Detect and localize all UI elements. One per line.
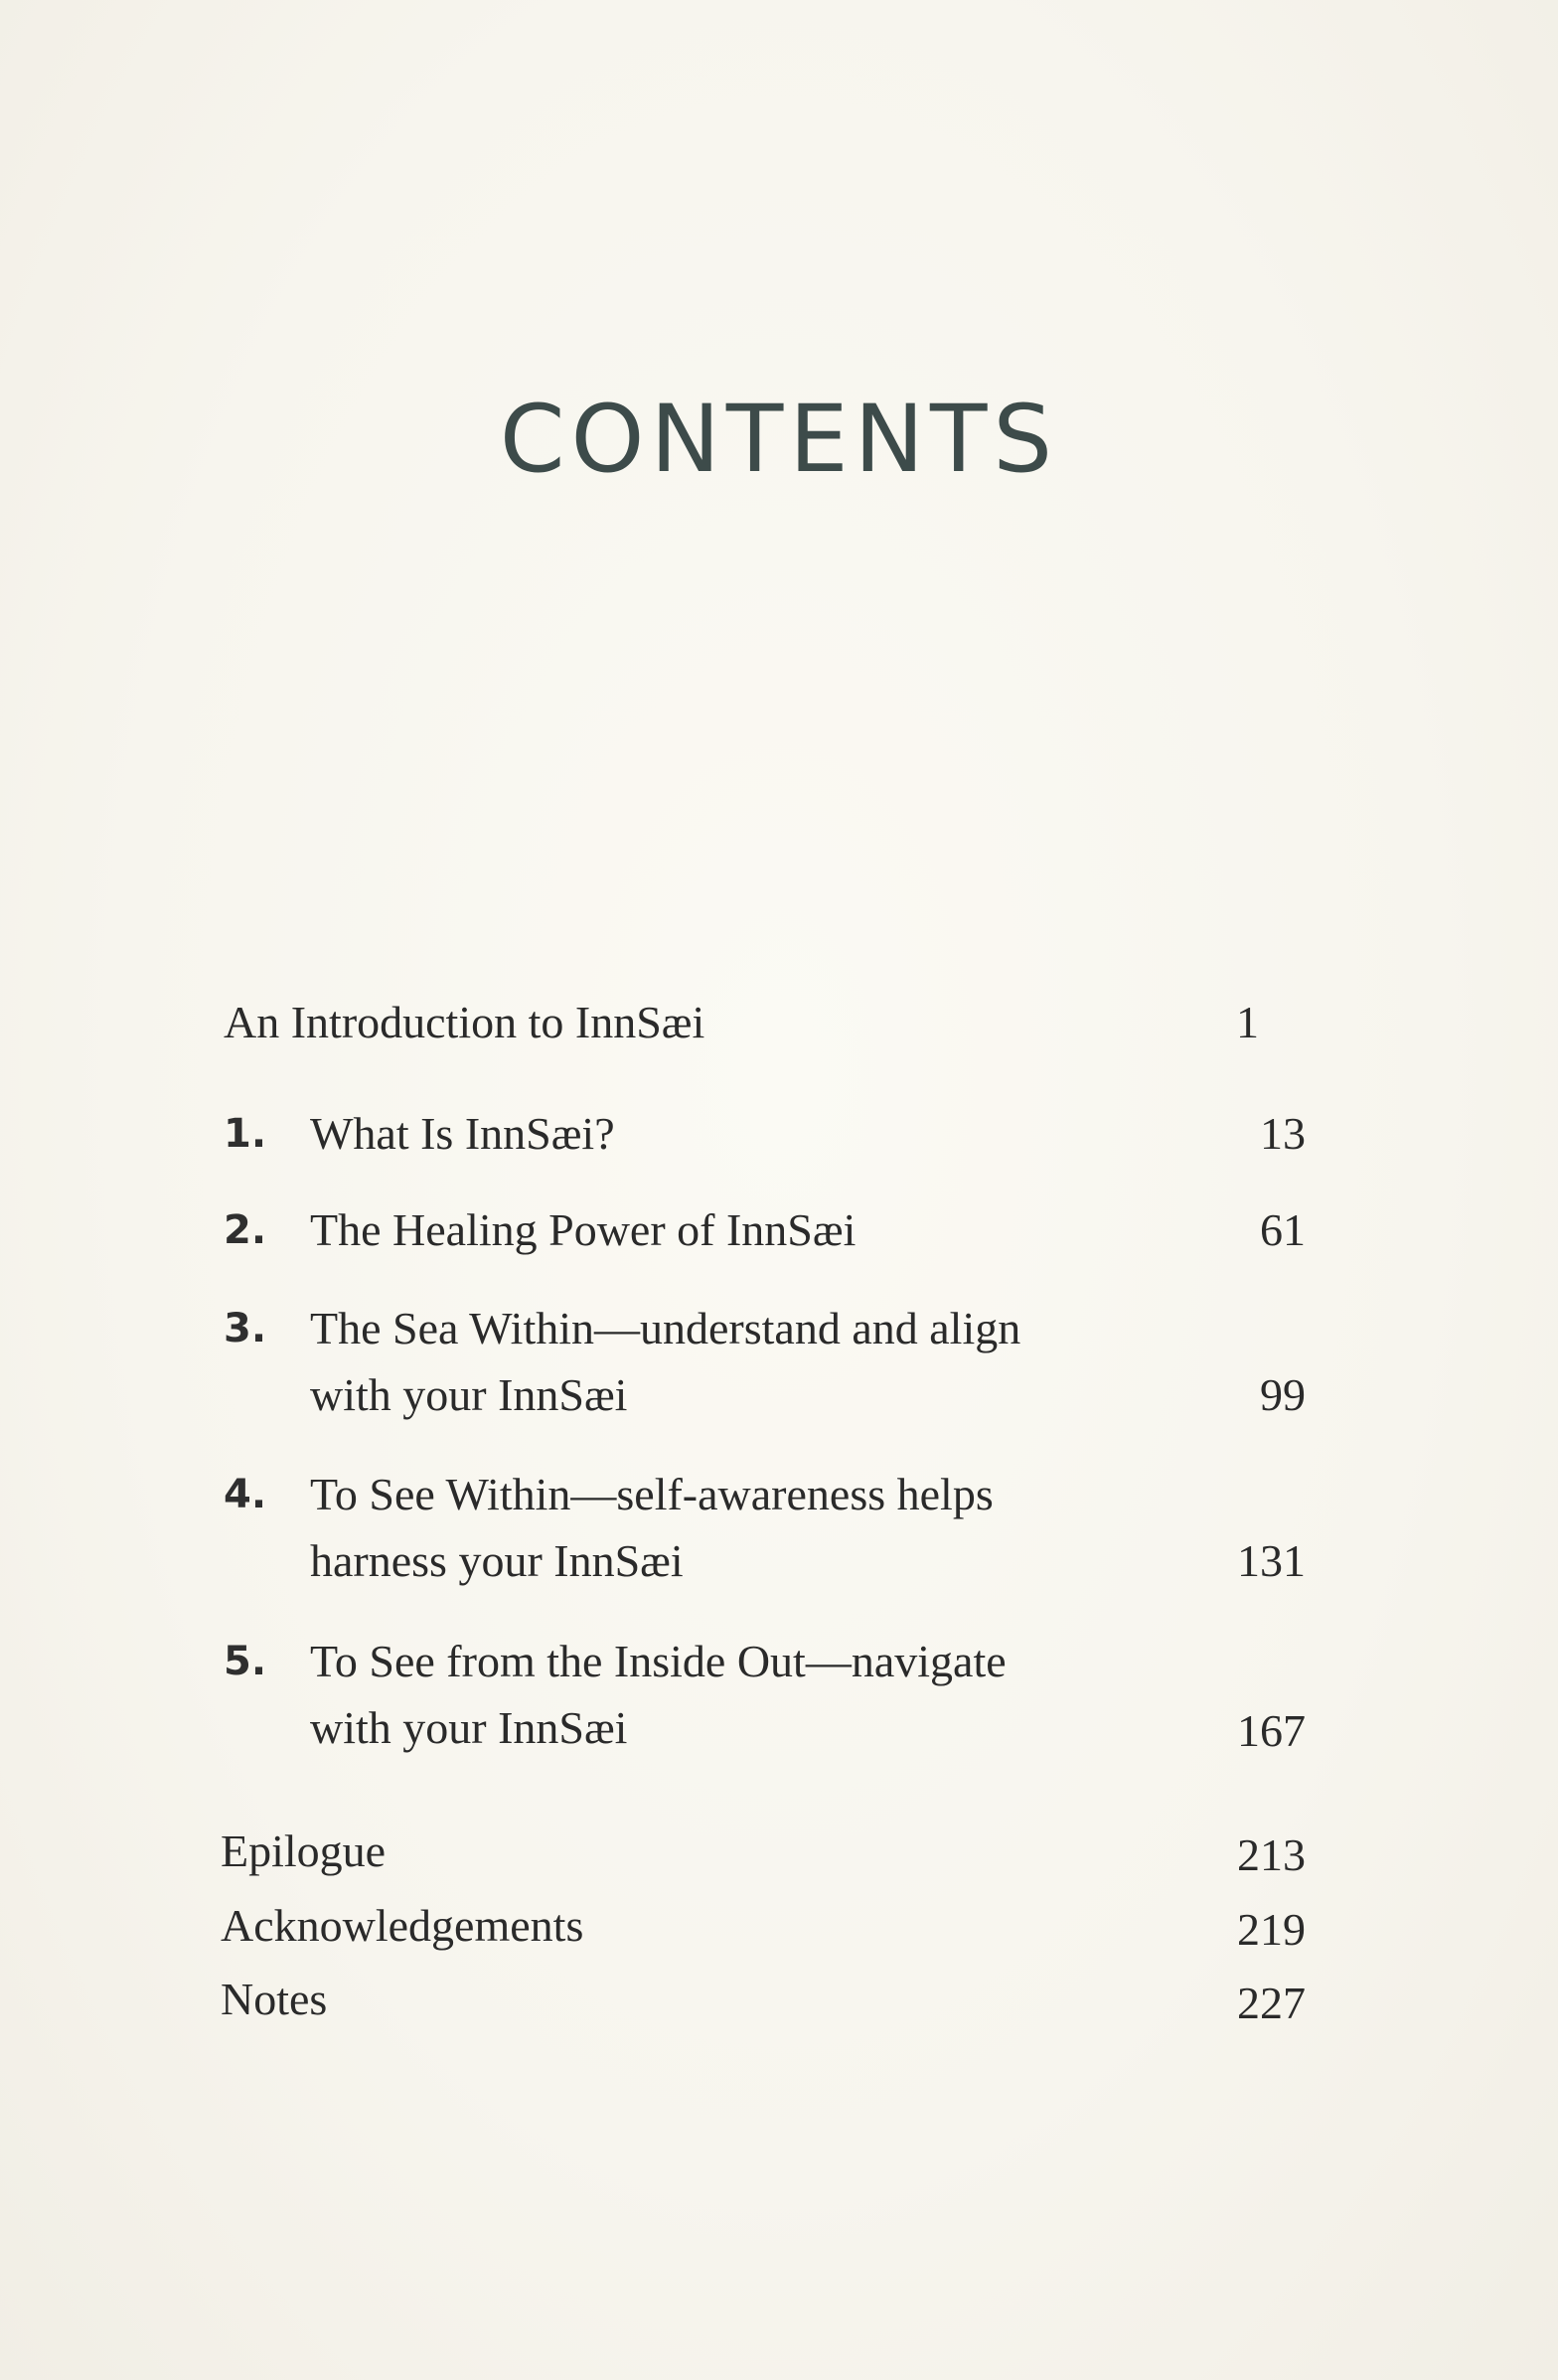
toc-entry-label: Epilogue	[221, 1825, 387, 1876]
toc-entry-label-continued: with your InnSæi	[310, 1369, 628, 1420]
toc-entry-label: Acknowledgements	[221, 1900, 584, 1951]
page-title: CONTENTS	[499, 386, 1059, 494]
toc-entry-label: An Introduction to InnSæi	[224, 997, 705, 1047]
toc-page-number: 13	[1260, 1108, 1306, 1159]
chapter-number: 3.	[224, 1306, 267, 1351]
toc-page-number: 227	[1237, 1978, 1306, 2028]
toc-page-number: 213	[1237, 1829, 1306, 1880]
toc-entry-label-continued: harness your InnSæi	[310, 1535, 684, 1586]
chapter-number: 4.	[224, 1472, 267, 1517]
chapter-number: 1.	[224, 1111, 267, 1157]
toc-page-number: 219	[1237, 1904, 1306, 1955]
chapter-number: 5.	[224, 1639, 267, 1684]
toc-page-number: 131	[1237, 1535, 1306, 1586]
toc-entry-label: What Is InnSæi?	[310, 1108, 615, 1159]
toc-page-number: 167	[1237, 1705, 1306, 1756]
toc-page-number: 1	[1236, 997, 1259, 1047]
toc-entry-label: The Sea Within—understand and align	[310, 1303, 1021, 1353]
toc-entry-label: The Healing Power of InnSæi	[310, 1204, 857, 1255]
toc-entry-label: To See Within—self-awareness helps	[310, 1469, 994, 1519]
toc-page-number: 61	[1260, 1204, 1306, 1255]
chapter-number: 2.	[224, 1207, 267, 1253]
toc-page-number: 99	[1260, 1369, 1306, 1420]
toc-entry-label: Notes	[221, 1974, 328, 2024]
toc-entry-label-continued: with your InnSæi	[310, 1702, 628, 1753]
toc-entry-label: To See from the Inside Out—navigate	[310, 1636, 1007, 1686]
